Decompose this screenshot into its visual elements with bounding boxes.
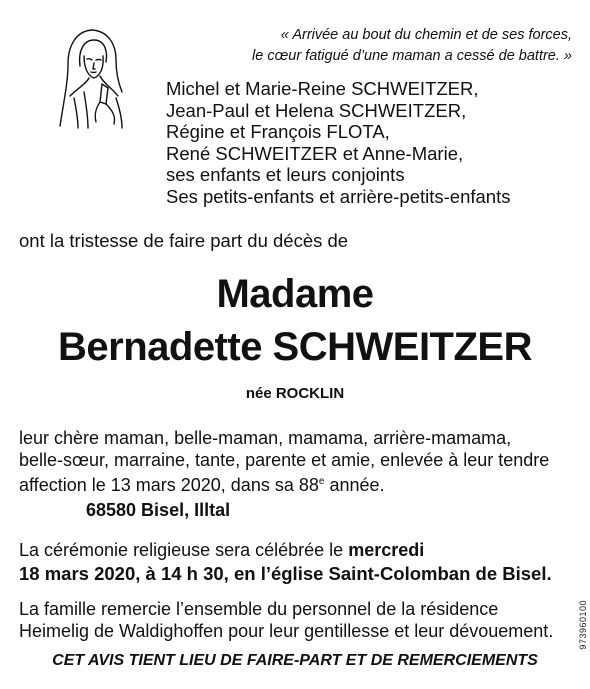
footer-notice: CET AVIS TIENT LIEU DE FAIRE-PART ET DE REMERCIEMENTS xyxy=(52,652,538,669)
description-age-suffix: année. xyxy=(324,475,385,495)
deceased-title: Madame xyxy=(216,272,374,316)
thanks-line-1: La famille remercie l’ensemble du personnel de la résidence xyxy=(19,599,499,619)
thanks-message xyxy=(19,598,579,642)
ceremony-line-1 xyxy=(19,539,589,562)
ceremony-day: mercredi xyxy=(348,540,425,560)
family-line: Régine et François FLOTA, xyxy=(166,121,390,142)
description-age-text: affection le 13 mars 2020, dans sa 88 xyxy=(19,475,319,495)
maiden-name: née ROCKLIN xyxy=(245,385,345,402)
ceremony-text: La cérémonie religieuse sera célébrée le xyxy=(19,540,349,560)
ordinal-superscript: e xyxy=(318,476,325,487)
relationship-description xyxy=(19,427,579,496)
quote-line-1: « Arrivée au bout du chemin et de ses forces, xyxy=(280,27,572,43)
family-line: Ses petits-enfants et arrière-petits-enfants xyxy=(166,185,511,207)
address: 68580 Bisel, Illtal xyxy=(86,500,231,520)
description-line-2: belle-sœur, marraine, tante, parente et amie, enlevée à leur tendre xyxy=(19,450,550,470)
family-line: René SCHWEITZER et Anne-Marie, xyxy=(166,142,464,164)
ceremony-info xyxy=(19,539,589,585)
description-line-3 xyxy=(19,471,579,496)
epigraph-quote xyxy=(172,25,572,67)
praying-madonna-icon xyxy=(56,26,128,130)
reference-number: 973960100 xyxy=(578,600,588,650)
quote-line-2: le cœur fatigué d’une maman a cessé de battre. » xyxy=(252,48,572,64)
deceased-name: Bernadette SCHWEITZER xyxy=(58,325,532,369)
description-line-1: leur chère maman, belle-maman, mamama, arrière-mamama, xyxy=(19,428,512,448)
announcement-intro: ont la tristesse de faire part du décès de xyxy=(19,230,349,251)
ceremony-line-2: 18 mars 2020, à 14 h 30, en l’église Saint-Colomban de Bisel. xyxy=(19,563,552,584)
family-line: ses enfants et leurs conjoints xyxy=(166,164,405,185)
family-line: Jean-Paul et Helena SCHWEITZER, xyxy=(166,99,467,121)
thanks-line-2: Heimelig de Waldighoffen pour leur gentillesse et leur dévouement. xyxy=(19,621,554,641)
family-line: Michel et Marie-Reine SCHWEITZER, xyxy=(166,78,479,99)
family-list xyxy=(166,78,510,207)
